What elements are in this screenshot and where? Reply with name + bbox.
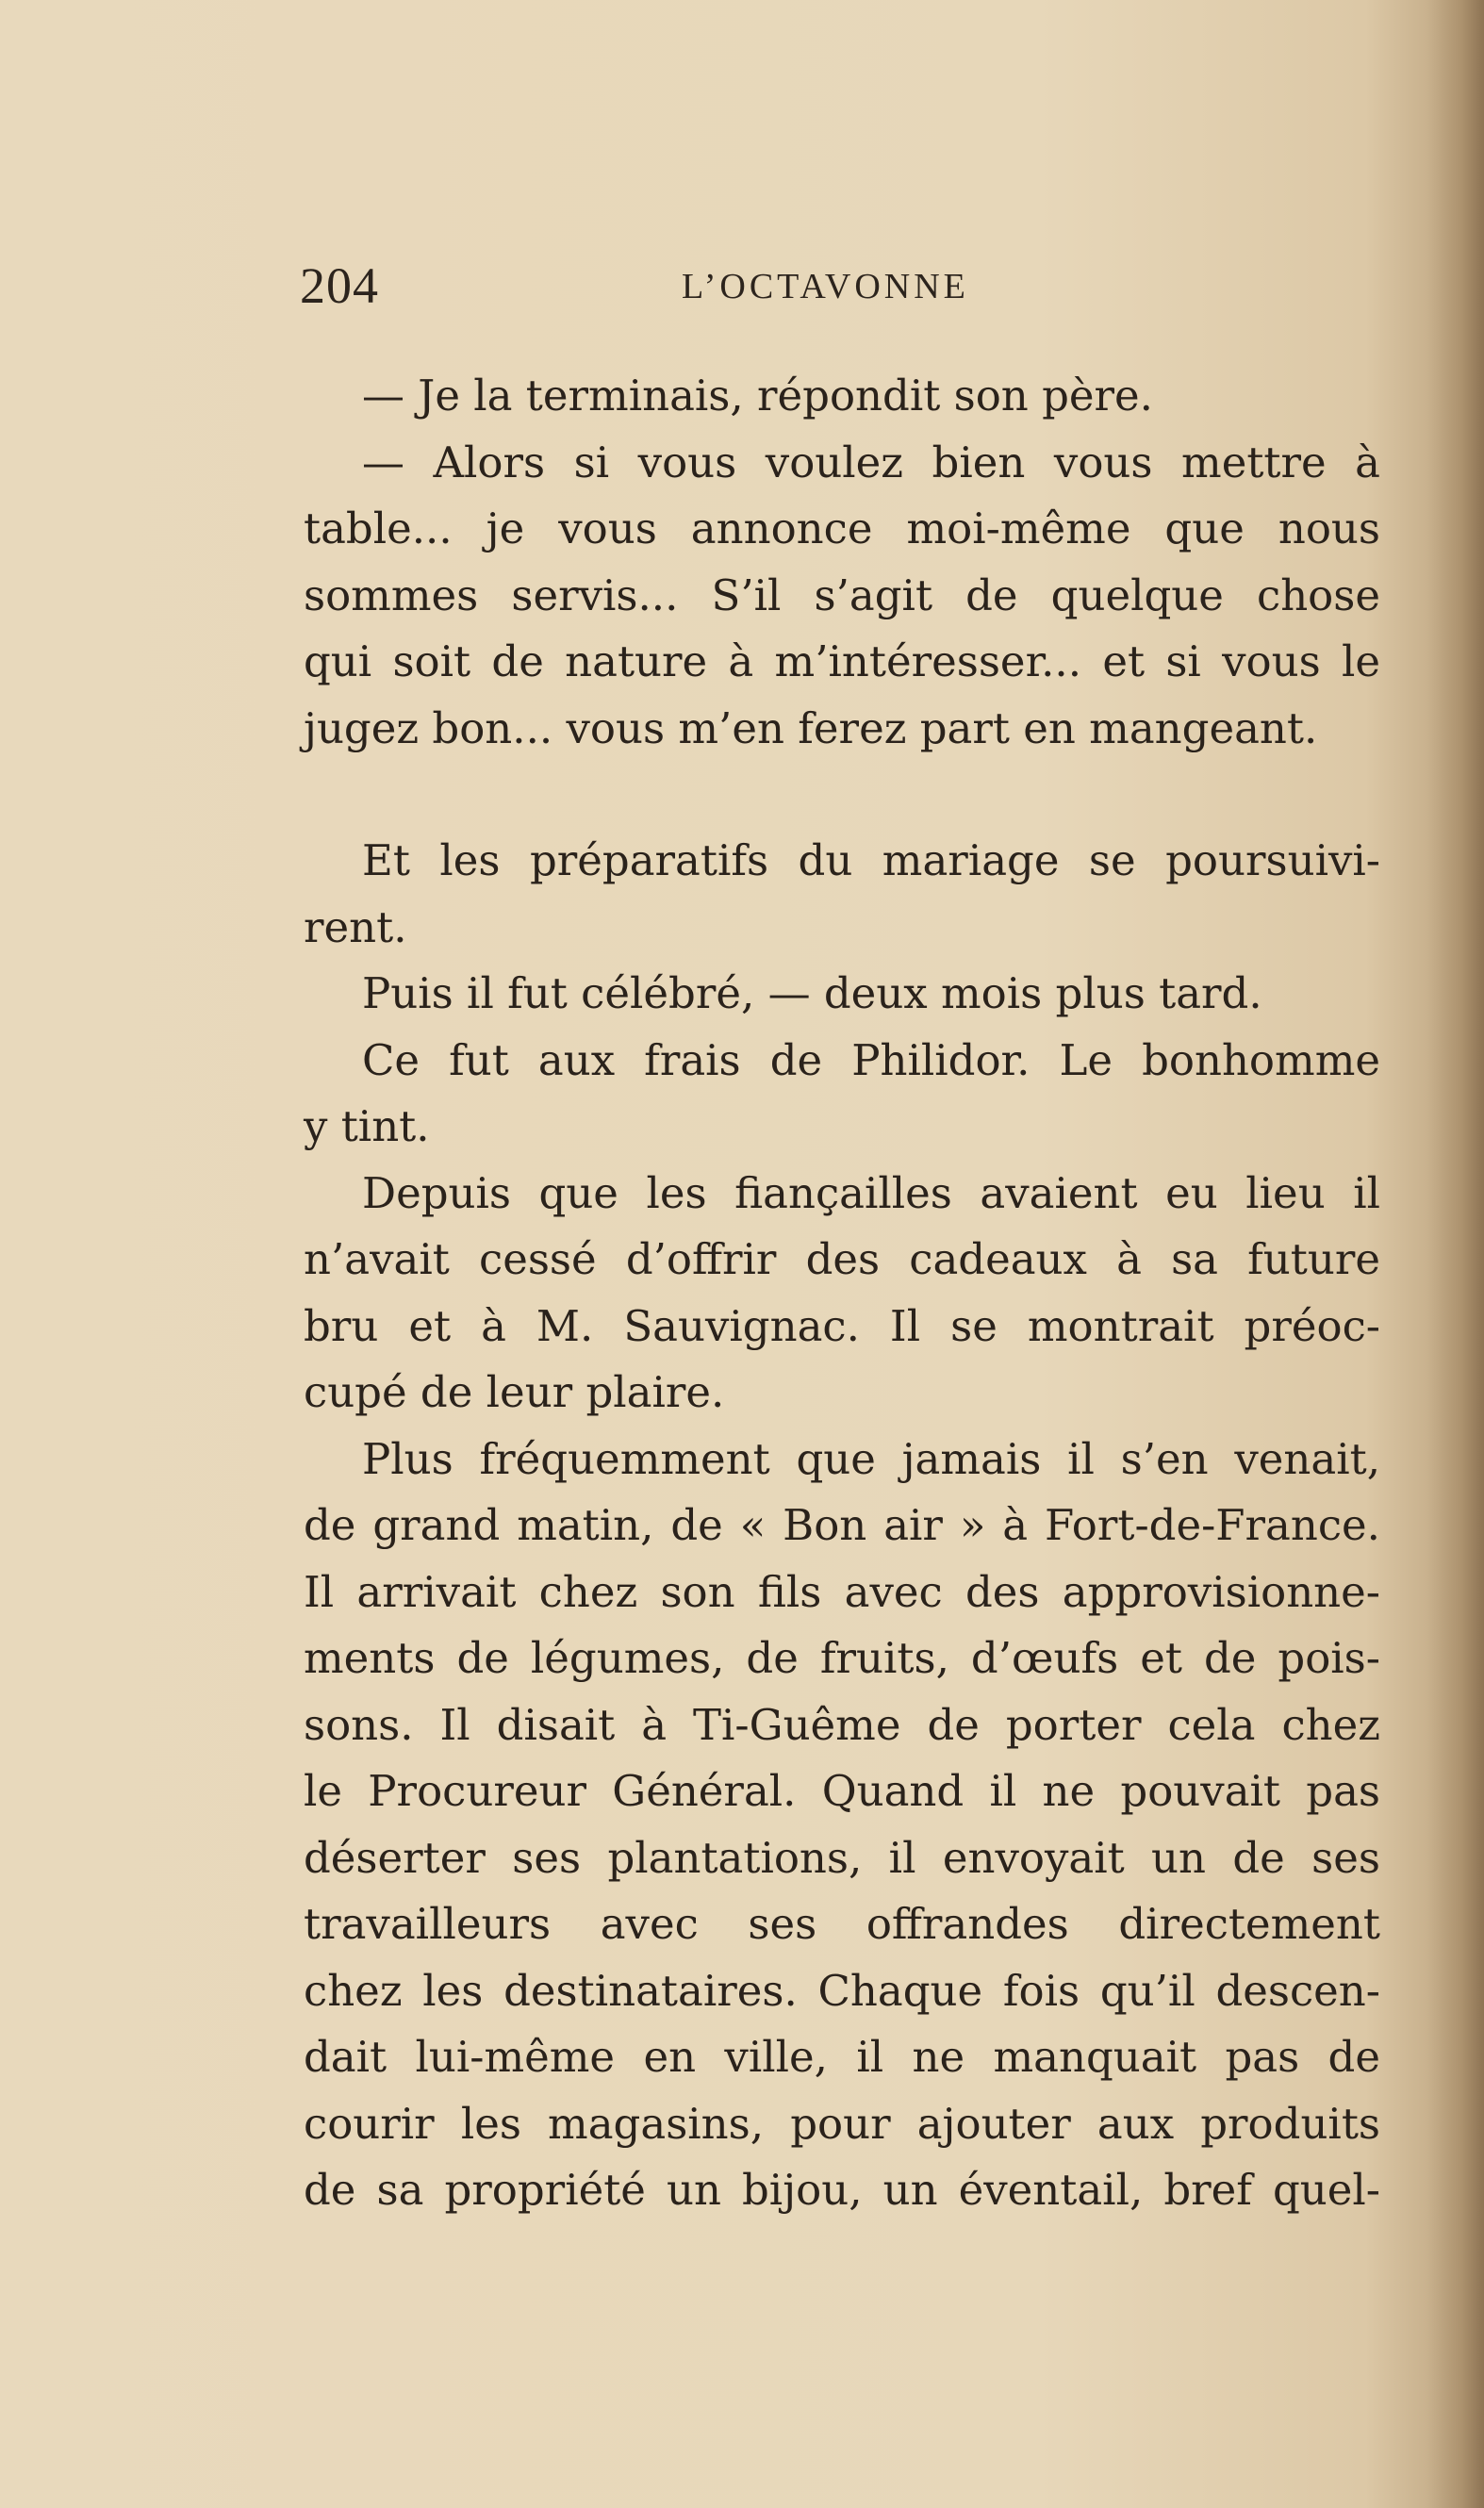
text-line: Il arrivait chez son fils avec des approvisionne- [304,1566,1380,1617]
text-line: n’avait cessé d’offrir des cadeaux à sa future [304,1234,1380,1284]
text-line: y tint. [304,1101,430,1151]
text-line: Depuis que les fiançailles avaient eu lieu il [362,1167,1380,1218]
text-line: Puis il fut célébré, — deux mois plus tard. [362,968,1262,1018]
text-line: rent. [304,901,407,952]
text-line: qui soit de nature à m’intéresser... et si vous le [304,636,1380,686]
text-line: travailleurs avec ses offrandes directement [304,1899,1380,1949]
page-header [300,256,1384,313]
text-line: — Alors si vous voulez bien vous mettre à [362,437,1380,487]
text-line: dait lui-même en ville, il ne manquait pas de [304,2032,1380,2082]
page-number: 204 [300,257,379,314]
section-break [304,762,1380,828]
text-line: Plus fréquemment que jamais il s’en venait, [362,1433,1380,1484]
text-line: courir les magasins, pour ajouter aux produits [304,2098,1380,2149]
text-line: sommes servis... S’il s’agit de quelque chose [304,569,1380,620]
text-line: de grand matin, de « Bon air » à Fort-de-France. [304,1500,1380,1550]
text-line: sons. Il disait à Ti-Guême de porter cela chez [304,1699,1380,1750]
text-line: Ce fut aux frais de Philidor. Le bonhomme [362,1034,1380,1085]
text-line: chez les destinataires. Chaque fois qu’il descen- [304,1965,1380,2016]
text-line: ments de légumes, de fruits, d’œufs et de pois- [304,1633,1380,1683]
text-line: cupé de leur plaire. [304,1367,725,1417]
text-line: déserter ses plantations, il envoyait un de ses [304,1832,1380,1883]
text-line: Et les préparatifs du mariage se poursuivi- [362,835,1380,885]
text-line: le Procureur Général. Quand il ne pouvait pas [304,1766,1380,1816]
text-line: table... je vous annonce moi-même que nous [304,503,1380,553]
text-line: bru et à M. Sauvignac. Il se montrait préoc- [304,1300,1380,1351]
running-title: L’OCTAVONNE [682,267,969,306]
text-line: — Je la terminais, répondit son père. [362,371,1153,421]
body-text [304,363,1380,2224]
page-edge-shadow [1427,0,1484,2508]
text-line: jugez bon... vous m’en ferez part en mangeant. [304,702,1318,753]
text-line: de sa propriété un bijou, un éventail, bref quel- [304,2165,1380,2215]
